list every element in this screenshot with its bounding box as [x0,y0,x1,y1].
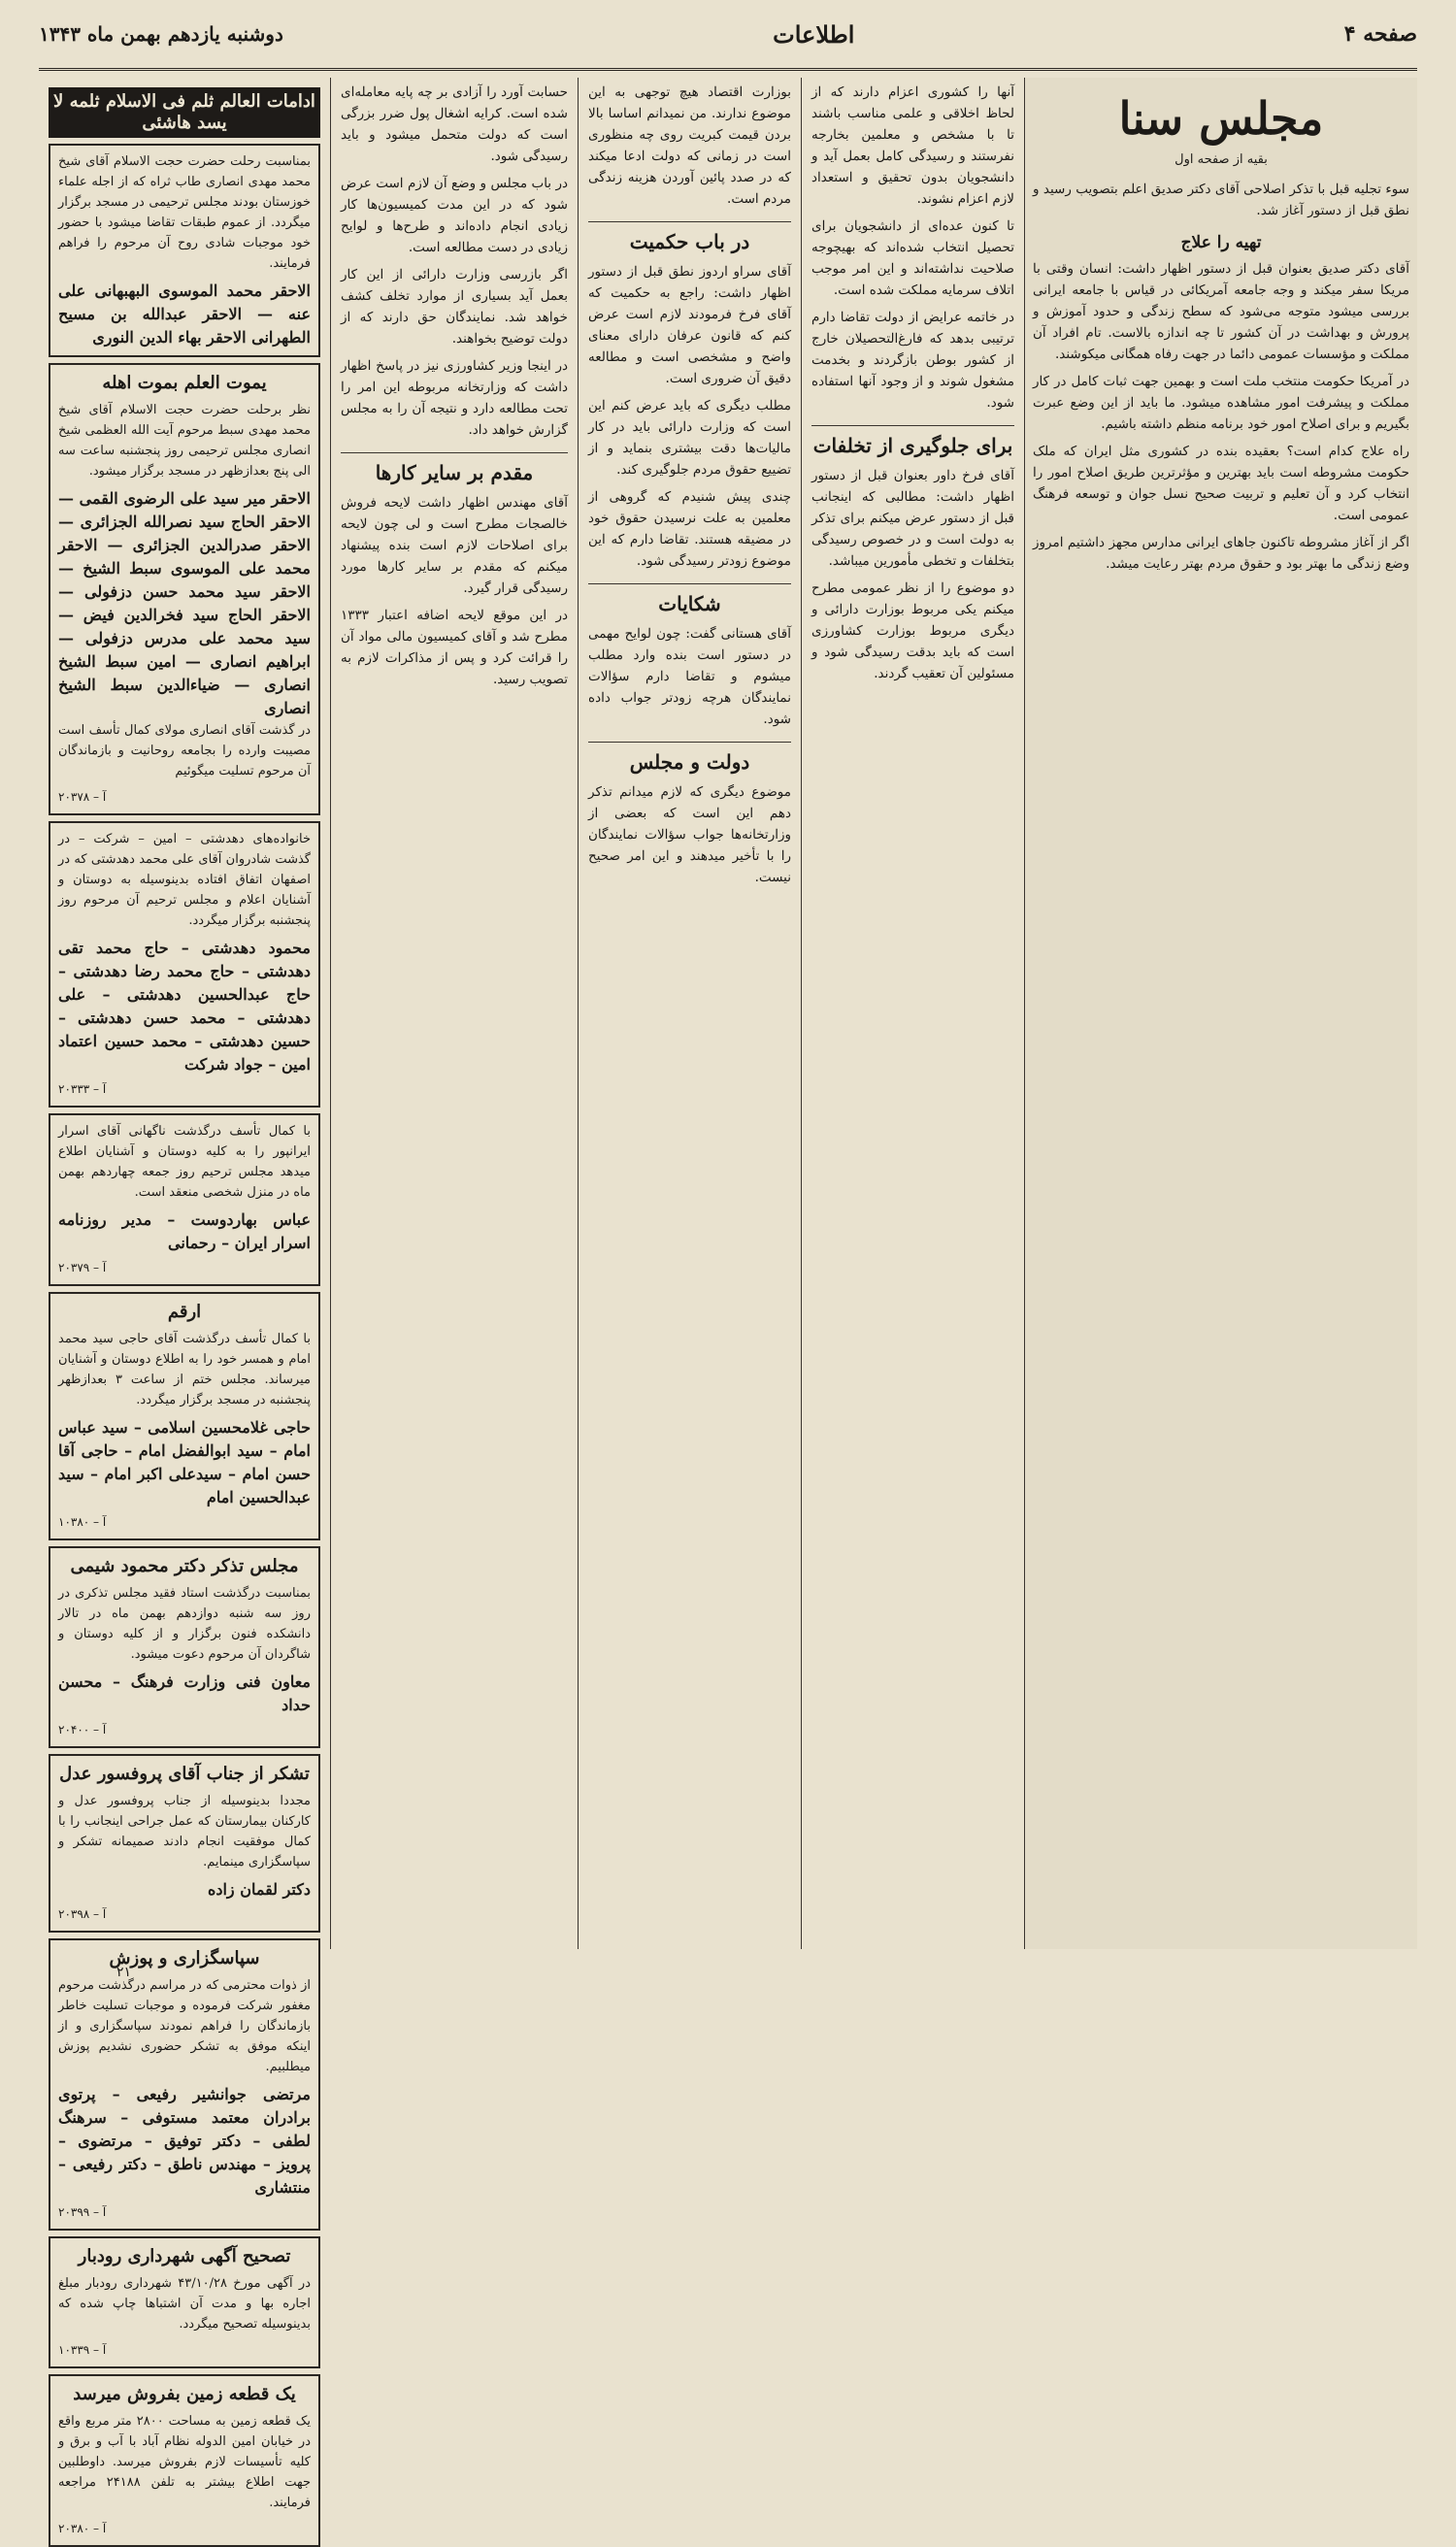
notice-body: با کمال تأسف درگذشت ناگهانی آقای اسرار ایرانپور را به کلیه دوستان و آشنایان اطلاع میدهد مجلس ترحیم روز جمعه چهاردهم بهمن ماه در منزل شخصی منعقد است. [58,1124,311,1200]
notice-footer: در گذشت آقای انصاری مولای کمال تأسف است مصیبت وارده را بجامعه روحانیت و بازماندگان آن مرحوم تسلیت میگوئیم [58,723,311,778]
section-heading: برای جلوگیری از تخلفات [811,425,1014,459]
article-paragraph: سوء تجلیه قبل با تذکر اصلاحی آقای دکتر صدیق اعلم بتصویب رسید و نطق قبل از دستور آغاز شد. [1033,182,1409,218]
article-paragraph: در خاتمه عرایض از دولت تقاضا دارم ترتیبی بدهد که فارغ‌التحصیلان خارج از کشور بوطن بازگردند و بخدمت مشغول شوند و از وجود آنها استفاده شود. [811,310,1014,411]
notice-heading: تصحیح آگهی شهرداری رودبار [78,2246,291,2266]
notice-code: آ – ۲۰۳۸۰ [58,2522,107,2535]
notice-code: آ – ۲۰۳۳۳ [58,1082,107,1096]
article-column-3 [578,78,801,1949]
sale-notice [49,2374,320,2547]
article-paragraph: مطلب دیگری که باید عرض کنم این است که وزارت دارائی باید در کار مالیات‌ها دقت بیشتری بنماید و از تضییع حقوق مردم جلوگیری کند. [588,398,791,478]
section-heading: تهیه را علاج [1180,233,1262,252]
notice-body: یک قطعه زمین به مساحت ۲۸۰۰ متر مربع واقع در خیابان امین الدوله نظام آباد با آب و برق و کلیه تأسیسات لازم بفروش میرسد. داوطلبین جهت اطلاع بیشتر به تلفن ۲۴۱۸۸ مراجعه فرمایند. [58,2414,311,2510]
article-paragraph: در این موقع لایحه اضافه اعتبار ۱۳۳۳ مطرح شد و آقای کمیسیون مالی مواد آن را قرائت کرد و پس از مذاکرات لازم به تصویب رسید. [341,608,568,687]
notice-body: خانواده‌های دهدشتی – امین – شرکت – در گذشت شادروان آقای علی محمد دهدشتی که در اصفهان اتفاق افتاده بدینوسیله به دوستان و آشنایان اعلام و مجلس ترحیم آن مرحوم روز پنجشنبه برگزار میگردد. [58,832,311,928]
article-title: مجلس سنا [1118,92,1324,145]
obituary-notice [49,363,320,815]
notice-code: آ – ۲۰۳۹۹ [58,2205,107,2219]
notice-names: الاحقر محمد الموسوی البهبهانی علی عنه — الاحقر عبدالله بن مسیح الطهرانی الاحقر بهاء الدین النوری [58,281,311,347]
article-paragraph: در آمریکا حکومت منتخب ملت است و بهمین جهت ثبات کامل در کار مملکت و پیشرفت امور مشاهده میشود. ما باید از این وضع عبرت بگیریم و برای اصلاح امور خود برنامه منظم داشته باشیم. [1033,374,1409,432]
notice-body: از ذوات محترمی که در مراسم درگذشت مرحوم مغفور شرکت فرموده و موجبات تسلیت خاطر بازماندگان را فراهم نمودند سپاسگزاری و از اینکه موفق به تشکر حضوری نشدیم پوزش میطلبیم. [58,1978,311,2074]
obituary-notice [49,1113,320,1286]
notice-body: مجددا بدینوسیله از جناب پروفسور عدل و کارکنان بیمارستان که عمل جراحی اینجانب را با کمال موفقیت انجام دادند صمیمانه تشکر و سپاسگزاری مینمایم. [58,1794,311,1869]
notice-heading: تشکر از جناب آقای پروفسور عدل [59,1764,310,1784]
notice-names: مرتضی جوانشیر رفیعی – پرتوی برادران معتمد مستوفی – سرهنگ لطفی – دکتر توفیق – مرتضوی – پرویز – مهندس ناطق – دکتر رفیعی – منتشاری [58,2085,311,2197]
notice-names: عباس بهاردوست – مدیر روزنامه اسرار ایران – رحمانی [58,1210,311,1252]
article-paragraph: دو موضوع را از نظر عمومی مطرح میکنم یکی مربوط بوزارت دارائی و دیگری مربوط بوزارت کشاورزی است که باید بدقت رسیدگی شود و مسئولین آن تعقیب گردند. [811,580,1014,681]
thanks-notice [49,1754,320,1933]
notice-names: حاجی غلامحسین اسلامی – سید عباس امام – سید ابوالفضل امام – حاجی آقا حسن امام – سیدعلی اکبر امام – سید عبدالحسین امام [58,1418,311,1506]
notice-heading: یک قطعه زمین بفروش میرسد [73,2384,296,2404]
senate-article-column [1024,78,1417,1949]
article-column-4 [801,78,1024,1949]
article-paragraph: آقای سراو اردوز نطق قبل از دستور اظهار داشت: راجع به حکمیت که آقای فرخ فرمودند لازم است عرض کنم که قانون عرفان دارای معنای واضح و مشخصی است و مطالعه دقیق آن ضروری است. [588,264,791,386]
article-paragraph: اگر بازرسی وزارت دارائی از این کار بعمل آید بسیاری از موارد تخلف کشف خواهد شد. نمایندگان حق دارند که از دولت توضیح بخواهند. [341,267,568,347]
notice-code: آ – ۱۰۳۳۹ [58,2343,107,2357]
article-paragraph: در اینجا وزیر کشاورزی نیز در پاسخ اظهار داشت که وزارتخانه مربوطه این امر را تحت مطالعه دارد و نتیجه آن را به مجلس گزارش خواهد داد. [341,358,568,438]
notice-body: در آگهی مورخ ۴۳/۱۰/۲۸ شهرداری رودبار مبلغ اجاره بها و مدت آن اشتباها چاپ شده که بدینوسیله تصحیح میگردد. [58,2276,311,2332]
article-paragraph: بوزارت اقتصاد هیچ توجهی به این موضوع ندارند. من نمیدانم اساسا بالا بردن قیمت کبریت روی چه منظوری است در زمانی که دولت ادعا میکند که در صدد پائین آوردن هزینه زندگی مردم است. [588,84,791,207]
notice-heading: ارقم [167,1302,202,1322]
article-paragraph: حسابت آورد را آزادی بر چه پایه معامله‌ای شده است. کرایه اشغال پول ضرر بزرگی است که دولت متحمل میشود و باید رسیدگی شود. [341,84,568,164]
memorial-notice [49,1546,320,1748]
thanks-notice [49,1938,320,2231]
notice-code: آ – ۲۰۳۹۸ [58,1907,107,1921]
article-paragraph: اگر از آغاز مشروطه تاکنون جاهای ایرانی مدارس مجهز داشتیم امروز وضع زندگی ما بهتر بود و حقوق مردم بهتر رعایت میشد. [1033,535,1409,572]
correction-notice [49,2236,320,2368]
article-subtitle: بقیه از صفحه اول [1175,152,1268,167]
notice-signature: دکتر لقمان زاده [207,1880,311,1899]
article-paragraph: در باب مجلس و وضع آن لازم است عرض شود که در این مدت کمیسیون‌ها کار زیادی انجام داده‌اند و طرح‌ها و لوایح زیادی در دست مطالعه است. [341,176,568,255]
notice-heading: مجلس تذکر دکتر محمود شیمی [70,1556,299,1576]
section-heading: دولت و مجلس [588,742,791,776]
notice-heading: یموت العلم بموت اهله [102,373,267,393]
issue-date: دوشنبه یازدهم بهمن ماه ۱۳۴۳ [39,22,283,46]
notice-body: بمناسبت درگذشت استاد فقید مجلس تذکری در روز سه شنبه دوازدهم بهمن ماه در تالار دانشکده فنون برگزار و از کلیه دوستان و شاگردان آن مرحوم دعوت میشود. [58,1586,311,1662]
notice-code: آ – ۱۰۳۸۰ [58,1515,107,1529]
article-paragraph: آقای فرخ داور بعنوان قبل از دستور اظهار داشت: مطالبی که اینجانب قبل از دستور عرض میکنم برای تذکر به دولت است و در خصوص رسیدگی بتخلفات و تخطی مأمورین میباشد. [811,468,1014,569]
notice-names: محمود دهدشتی – حاج محمد تقی دهدشتی – حاج محمد رضا دهدشتی – حاج عبدالحسین دهدشتی – علی دهدشتی – محمد حسن دهدشتی – حسین دهدشتی – محمد حسین اعتماد امین – جواد شرکت [58,939,311,1074]
article-paragraph: آقای هستانی گفت: چون لوایح مهمی در دستور است بنده وارد مطلب میشوم و تقاضا دارم سؤالات نمایندگان هرچه زودتر جواب داده شود. [588,626,791,727]
notice-code: آ – ۲۰۴۰۰ [58,1723,107,1737]
notice-signature: معاون فنی وزارت فرهنگ – محسن حداد [58,1672,311,1714]
article-paragraph: آقای دکتر صدیق بعنوان قبل از دستور اظهار داشت: انسان وقتی با مریکا سفر میکند و وجه جامعه آمریکائی در قیاس با جامعه ایرانی بررسی میشود متوجه می‌شود که سطح زندگی و حدود آموزش و پرورش و بهداشت در آن کشور تا چه اندازه بالاست. تام افراد آن مملکت و مؤسسات عمومی دائما در جهت رفاه همگانی میکوشند. [1033,261,1409,362]
notice-names: الاحقر میر سید علی الرضوی القمی — الاحقر الحاج سید نصرالله الجزائری — الاحقر صدرالدین الجزائری — الاحقر محمد علی الموسوی سبط الشیخ — الاحقر سید محمد حسن دزفولی — الاحقر الحاج سید فخرالدین فیض — سید محمد علی مدرس دزفولی — ابراهیم انصاری — امین سبط الشیخ انصاری — ضیاءالدین سبط الشیخ انصاری [58,489,311,717]
paper-name: اطلاعات [773,19,855,49]
notice-code: آ – ۲۰۳۷۹ [58,1261,107,1274]
page-number: صفحه ۴ [1343,21,1417,47]
section-heading: در باب حکمیت [588,221,791,255]
page-header [39,0,1417,71]
article-paragraph: تا کنون عده‌ای از دانشجویان برای تحصیل انتخاب شده‌اند که بهیچوجه صلاحیت نداشته‌اند و این امر موجب اتلاف سرمایه مملکت شده است. [811,218,1014,298]
notice-heading: ادامات العالم ثلم فی الاسلام ثلمه لا یسد هاشئی [49,87,320,138]
folio-number: ۲۱ [116,1965,132,1980]
notice-body: نظر برحلت حضرت حجت الاسلام آقای شیخ محمد مهدی سبط مرحوم آیت الله العظمی شیخ انصاری مجلس ترحیمی روز پنجشنبه ساعت سه الی پنج بعدازظهر در مسجد برگزار میشود. [58,403,311,479]
article-paragraph: آقای مهندس اظهار داشت لایحه فروش خالصجات مطرح است و لی چون لایحه برای اصلاحات لازم است بنده پیشنهاد میکنم که مقدم بر سایر کارها مورد رسیدگی قرار گیرد. [341,495,568,596]
article-paragraph: راه علاج کدام است؟ بعقیده بنده در کشوری مثل ایران که ملک حکومت مشروطه است باید بهترین و مؤثرترین طریق اصلاح امور را انتخاب کرد و آن تعلیم و تربیت صحیح نسل جوان و توسعه فرهنگ عمومی است. [1033,444,1409,523]
article-column-2 [330,78,578,1949]
notice-body: بمناسبت رحلت حضرت حجت الاسلام آقای شیخ محمد مهدی انصاری طاب ثراه که از اجله علماء خوزستان بودند مجلس ترحیمی در مسجد برگزار میگردد. از عموم طبقات تقاضا میشود با حضور خود موجبات شادی روح آن مرحوم را فراهم فرمایند. [58,154,311,271]
notice-code: آ – ۲۰۳۷۸ [58,790,107,804]
article-paragraph: موضوع دیگری که لازم میدانم تذکر دهم این است که بعضی از وزارتخانه‌ها جواب سؤالات نمایندگان را با تأخیر میدهند و این امر صحیح نیست. [588,784,791,885]
obituary-notice [49,144,320,357]
notice-heading: سپاسگزاری و پوزش [109,1948,260,1968]
obituary-notice [49,1292,320,1540]
article-paragraph: آنها را کشوری اعزام دارند که از لحاظ اخلاقی و علمی مناسب باشند تا با مشخص و معلمین بخارجه نفرستند و رسیدگی کامل بعمل آید و دانشجویان بدون تحقیق و استعداد لازم اعزام نشوند. [811,84,1014,207]
section-heading: مقدم بر سایر کارها [341,452,568,486]
notice-body: با کمال تأسف درگذشت آقای حاجی سید محمد امام و همسر خود را به اطلاع دوستان و آشنایان میرساند. مجلس ختم از ساعت ۳ بعدازظهر پنجشنبه در مسجد برگزار میگردد. [58,1332,311,1407]
obituary-notice [49,821,320,1108]
article-paragraph: چندی پیش شنیدم که گروهی از معلمین به علت نرسیدن حقوق خود در مضیقه هستند. تقاضا دارم که این موضوع زودتر رسیدگی شود. [588,489,791,569]
section-heading: شکایات [588,583,791,617]
